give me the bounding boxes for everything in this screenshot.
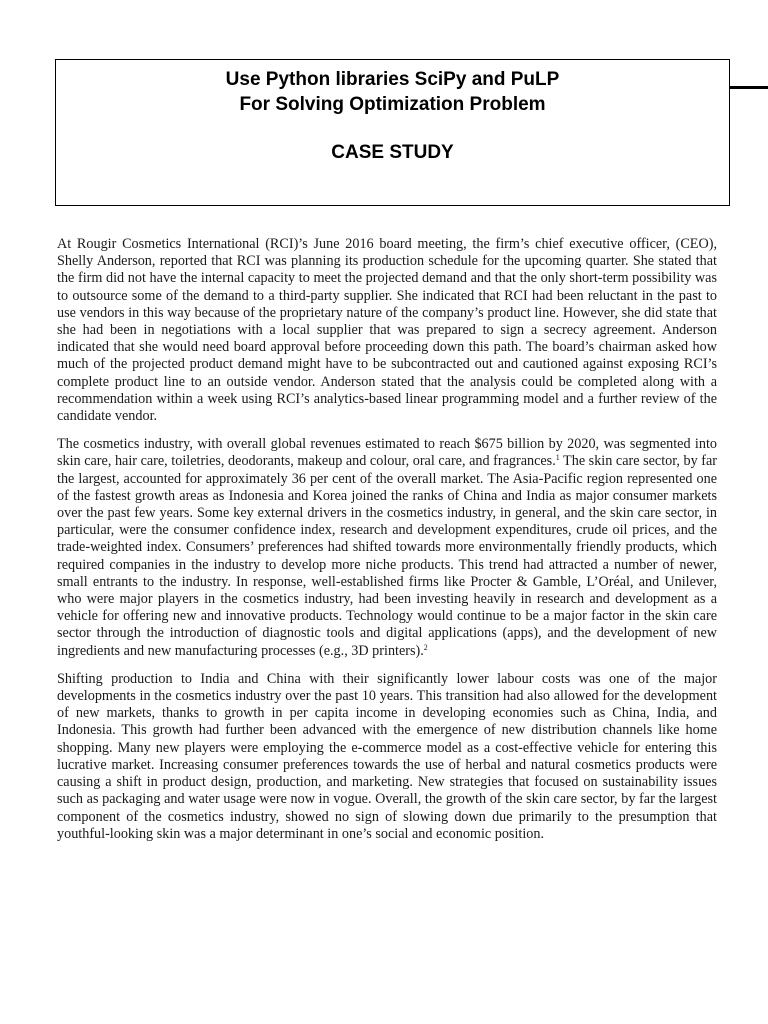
document-title-line-2: For Solving Optimization Problem [239,94,546,115]
footnote-ref-1: 1 [555,453,560,463]
document-title-line-1: Use Python libraries SciPy and PuLP [225,69,560,90]
document-body [57,236,717,854]
case-study-heading: CASE STUDY [331,142,454,163]
paragraph-1-text: At Rougir Cosmetics International (RCI)’s June 2016 board meeting, the firm’s chief executive officer, (CEO), Shelly Anderson, reported that RCI was planning its production schedule for the upcoming quarter. She stated that the firm did not have the internal capacity to meet the projected demand and that the only short-term possibility was to outsource some of the demand to a third-party supplier. She indicated that RCI had been reluctant in the past to use vendors in this way because of the proprietary nature of the company’s product line. However, she did state that she had been in negotiations with a local supplier that was prepared to sign a secrecy agreement. Anderson indicated that she would need board approval before proceeding down this path. The board’s chairman asked how much of the projected product demand might have to be subcontracted out and cautioned against exposing RCI’s complete product line to an outside vendor. Anderson stated that the analysis could be completed along with a recommendation within a week using RCI’s analytics-based linear programming model and a further review of the candidate vendor. [57,236,717,425]
header-rule-stub [730,86,768,89]
paragraph-2-text-a: The cosmetics industry, with overall global revenues estimated to reach $675 billion by 2020, was segmented into skin care, hair care, toiletries, deodorants, makeup and colour, oral care, and fragrances. [57,436,717,470]
title-box [55,59,730,206]
footnote-ref-2: 2 [423,642,428,652]
paragraph-3 [57,671,717,843]
paragraph-2-text-b: The skin care sector, by far the largest, accounted for approximately 36 per cent of the overall market. The Asia-Pacific region represented one of the fastest growth areas as Indonesia and Korea joined the ranks of China and India as major consumer markets over the past few years. Some key external drivers in the cosmetics industry, in general, and the skin care sector, in particular, were the consumer confidence index, research and development expenditures, crude oil prices, and the trade-weighted index. Consumers’ preferences had shifted towards more environmentally friendly products, which required companies in the industry to develop more niche products. This trend had attracted a number of newer, small entrants to the industry. In response, well-established firms like Procter & Gamble, L’Oréal, and Unilever, who were major players in the cosmetics industry, had been investing heavily in research and development as a vehicle for offering new and innovative products. Technology would continue to be a major factor in the skin care sector through the introduction of diagnostic tools and digital applications (apps), and the development of new ingredients and new manufacturing processes (e.g., 3D printers). [57,453,717,659]
paragraph-3-text: Shifting production to India and China with their significantly lower labour costs was one of the major developments in the cosmetics industry over the past 10 years. This transition had also allowed for the development of new markets, thanks to growth in per capita income in developing economies such as China, India, and Indonesia. This growth had further been advanced with the emergence of new distribution channels like home shopping. Many new players were employing the e-commerce model as a cost-effective vehicle for entering this lucrative market. Increasing consumer preferences towards the use of herbal and natural cosmetics products were causing a shift in product design, production, and marketing. New strategies that focused on sustainability issues such as packaging and water usage were now in vogue. Overall, the growth of the skin care sector, by far the largest component of the cosmetics industry, showed no sign of slowing down due primarily to the presumption that youthful-looking skin was a major determinant in one’s social and economic position. [57,670,717,842]
paragraph-1 [57,236,717,425]
paragraph-2 [57,436,717,660]
